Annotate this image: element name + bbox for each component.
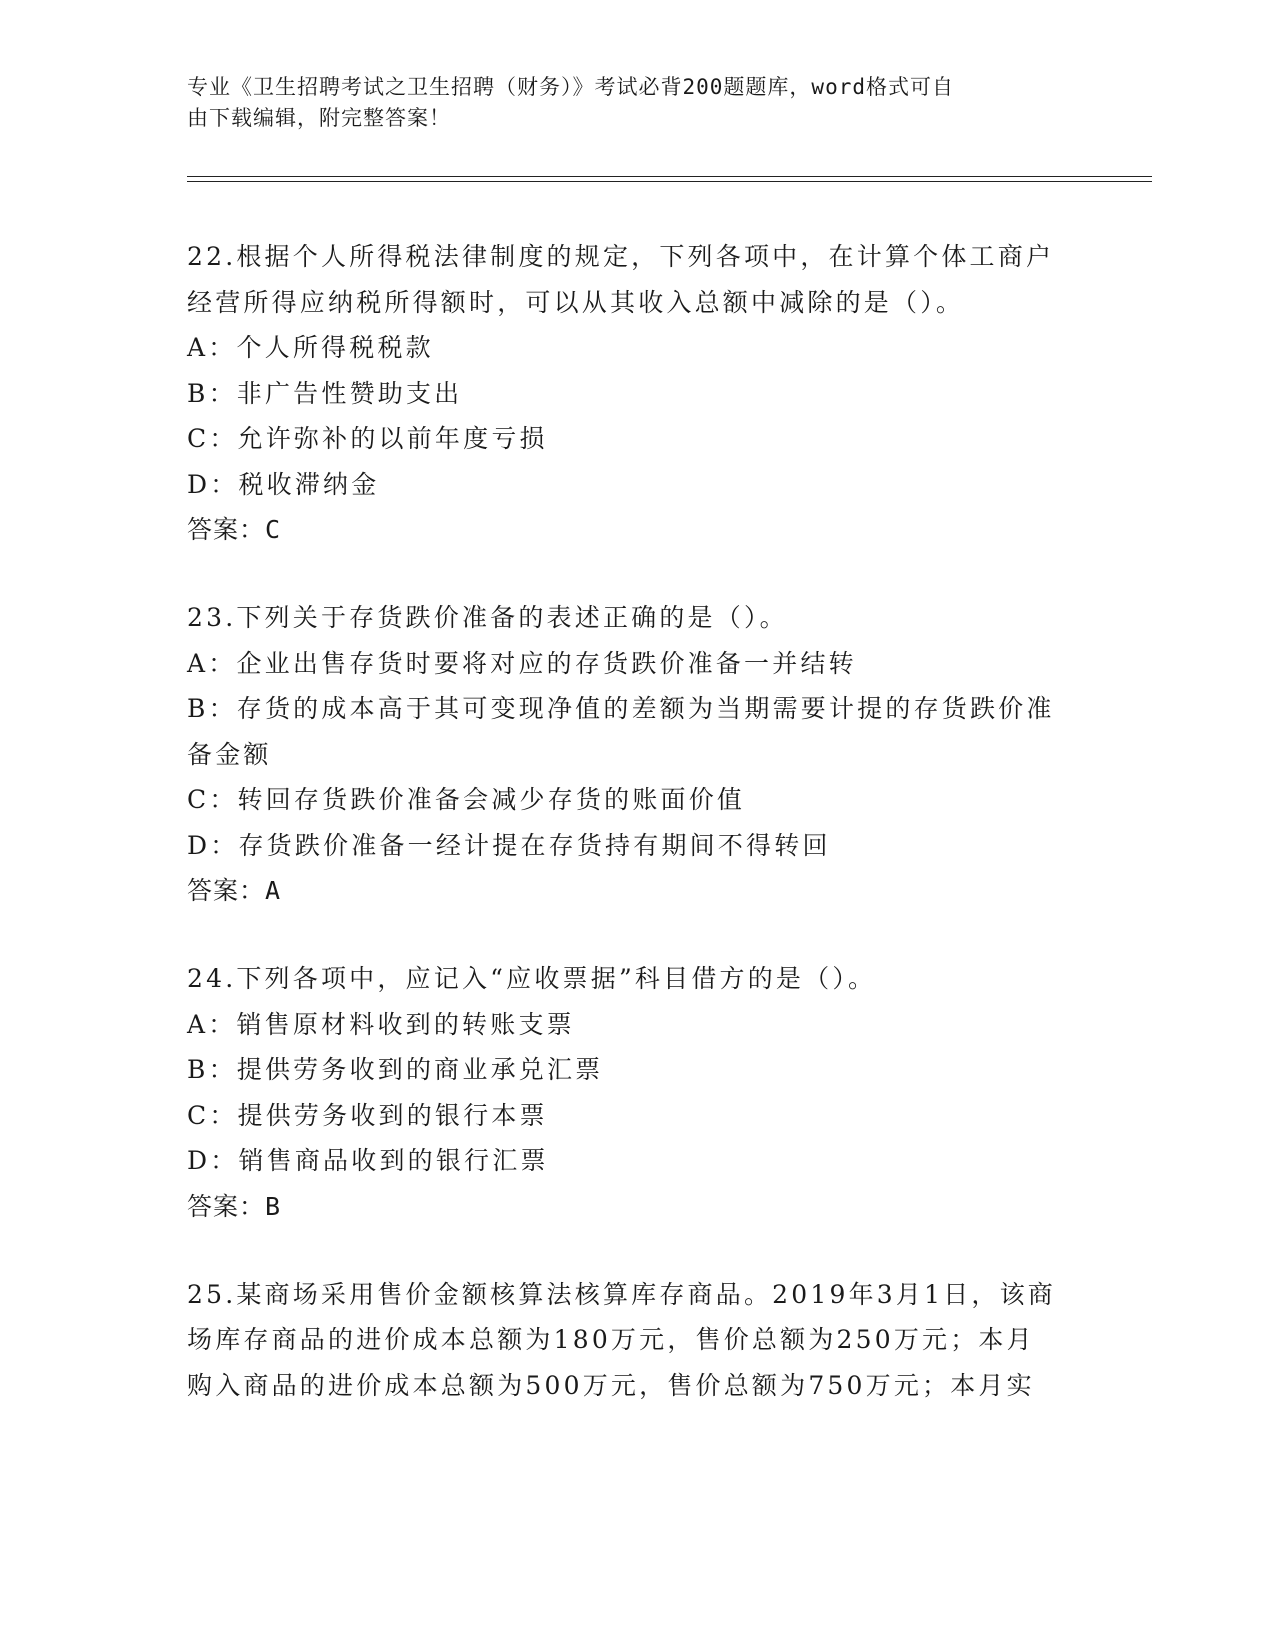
answer-value: C (265, 515, 282, 544)
header-line-2: 由下载编辑，附完整答案！ (187, 106, 451, 130)
answer-label: 答案： (187, 1191, 266, 1221)
option-d: D：销售商品收到的银行汇票 (187, 1146, 549, 1175)
question-stem-line: 场库存商品的进价成本总额为180万元，售价总额为250万元；本月 (187, 1325, 1035, 1354)
answer (187, 507, 1087, 552)
answer-label: 答案： (187, 515, 266, 544)
answer (187, 868, 1087, 913)
header-line-1: 专业《卫生招聘考试之卫生招聘（财务）》考试必背200题题库，word格式可自 (187, 75, 954, 99)
answer-value: A (265, 876, 282, 905)
answer-label: 答案： (187, 876, 266, 905)
question-stem-line: 22.根据个人所得税法律制度的规定，下列各项中，在计算个体工商户 (187, 242, 1055, 271)
option-c: C：转回存货跌价准备会减少存货的账面价值 (187, 785, 746, 814)
option-a: A：企业出售存货时要将对应的存货跌价准备一并结转 (187, 648, 857, 678)
option-b: B：提供劳务收到的商业承兑汇票 (187, 1055, 604, 1084)
question-23 (187, 595, 1087, 913)
header-divider-top (187, 176, 1152, 177)
header-divider-bottom (187, 181, 1152, 182)
question-stem-line: 经营所得应纳税所得额时，可以从其收入总额中减除的是（）。 (187, 287, 965, 317)
question-22 (187, 234, 1087, 552)
question-stem-line: 24.下列各项中，应记入“应收票据”科目借方的是（）。 (187, 964, 877, 993)
question-24 (187, 956, 1087, 1229)
option-a: A：销售原材料收到的转账支票 (187, 1009, 575, 1039)
option-a: A：个人所得税税款 (187, 333, 434, 362)
answer (187, 1184, 1087, 1229)
option-b: B：非广告性赞助支出 (187, 378, 463, 408)
question-stem-line: 23.下列关于存货跌价准备的表述正确的是（）。 (187, 603, 788, 632)
option-c: C：允许弥补的以前年度亏损 (187, 424, 548, 453)
question-stem-line: 25.某商场采用售价金额核算法核算库存商品。2019年3月1日，该商 (187, 1279, 1056, 1309)
question-list (187, 234, 1087, 1451)
option-c: C：提供劳务收到的银行本票 (187, 1100, 548, 1130)
option-d: D：税收滞纳金 (187, 469, 380, 499)
option-d: D：存货跌价准备一经计提在存货持有期间不得转回 (187, 830, 831, 860)
document-header (187, 72, 1067, 134)
question-25 (187, 1272, 1087, 1409)
option-b: B：存货的成本高于其可变现净值的差额为当期需要计提的存货跌价准 (187, 694, 1055, 723)
option-b-continued: 备金额 (187, 739, 272, 769)
answer-value: B (265, 1191, 282, 1221)
question-stem-line: 购入商品的进价成本总额为500万元，售价总额为750万元；本月实 (187, 1370, 1035, 1400)
